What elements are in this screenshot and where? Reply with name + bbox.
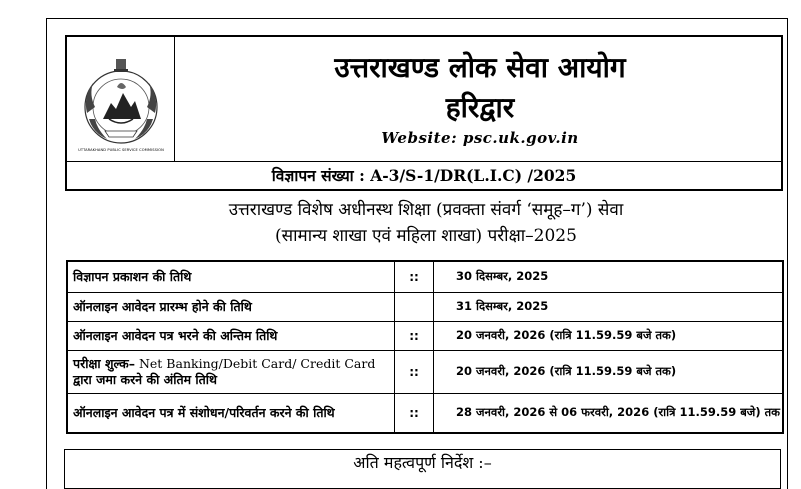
separator: ::: [395, 350, 434, 393]
fee-label-methods: Net Banking/Debit Card/ Credit Card: [135, 355, 376, 371]
date-value: 31 दिसम्बर, 2025: [434, 292, 784, 321]
exam-title-line1: उत्तराखण्ड विशेष अधीनस्थ शिक्षा (प्रवक्ता संवर्ग ‘समूह–ग’) सेवा: [228, 200, 624, 220]
separator: ::: [395, 261, 434, 292]
date-value: 30 दिसम्बर, 2025: [434, 261, 784, 292]
date-label: [67, 350, 395, 393]
advertisement-number: विज्ञापन संख्या : A-3/S-1/DR(L.I.C) /2025: [67, 161, 781, 189]
header-box: [65, 35, 783, 191]
commission-emblem-icon: [79, 57, 163, 149]
table-row: [67, 321, 783, 350]
date-label: विज्ञापन प्रकाशन की तिथि: [67, 261, 395, 292]
date-value: 20 जनवरी, 2026 (रात्रि 11.59.59 बजे तक): [434, 321, 784, 350]
fee-label-suffix: द्वारा जमा करने की अंतिम तिथि: [73, 371, 217, 387]
logo-caption: UTTARAKHAND PUBLIC SERVICE COMMISSION: [78, 148, 164, 152]
date-label: ऑनलाइन आवेदन पत्र भरने की अन्तिम तिथि: [67, 321, 395, 350]
notice-heading: अति महत्वपूर्ण निर्देश :–: [353, 453, 492, 472]
separator: [395, 292, 434, 321]
dates-table: [66, 260, 784, 434]
table-row: [67, 261, 783, 292]
org-title: उत्तराखण्ड लोक सेवा आयोग: [334, 51, 626, 84]
date-label: ऑनलाइन आवेदन पत्र में संशोधन/परिवर्तन करने की तिथि: [67, 393, 395, 433]
org-city: हरिद्वार: [445, 91, 515, 124]
logo-cell: [67, 37, 175, 161]
table-row: [67, 292, 783, 321]
table-row: [67, 350, 783, 393]
table-row: [67, 393, 783, 433]
exam-title-line2: (सामान्य शाखा एवं महिला शाखा) परीक्षा–2025: [275, 226, 577, 246]
separator: ::: [395, 321, 434, 350]
exam-title: [66, 197, 786, 249]
fee-label-prefix: परीक्षा शुल्क–: [73, 355, 135, 371]
website-link[interactable]: Website: psc.uk.gov.in: [381, 129, 579, 147]
notice-box: [64, 449, 781, 489]
date-label: ऑनलाइन आवेदन प्रारम्भ होने की तिथि: [67, 292, 395, 321]
date-value: 28 जनवरी, 2026 से 06 फरवरी, 2026 (रात्रि 11.59.59 बजे) तक: [434, 393, 784, 433]
separator: ::: [395, 393, 434, 433]
date-value: 20 जनवरी, 2026 (रात्रि 11.59.59 बजे तक): [434, 350, 784, 393]
